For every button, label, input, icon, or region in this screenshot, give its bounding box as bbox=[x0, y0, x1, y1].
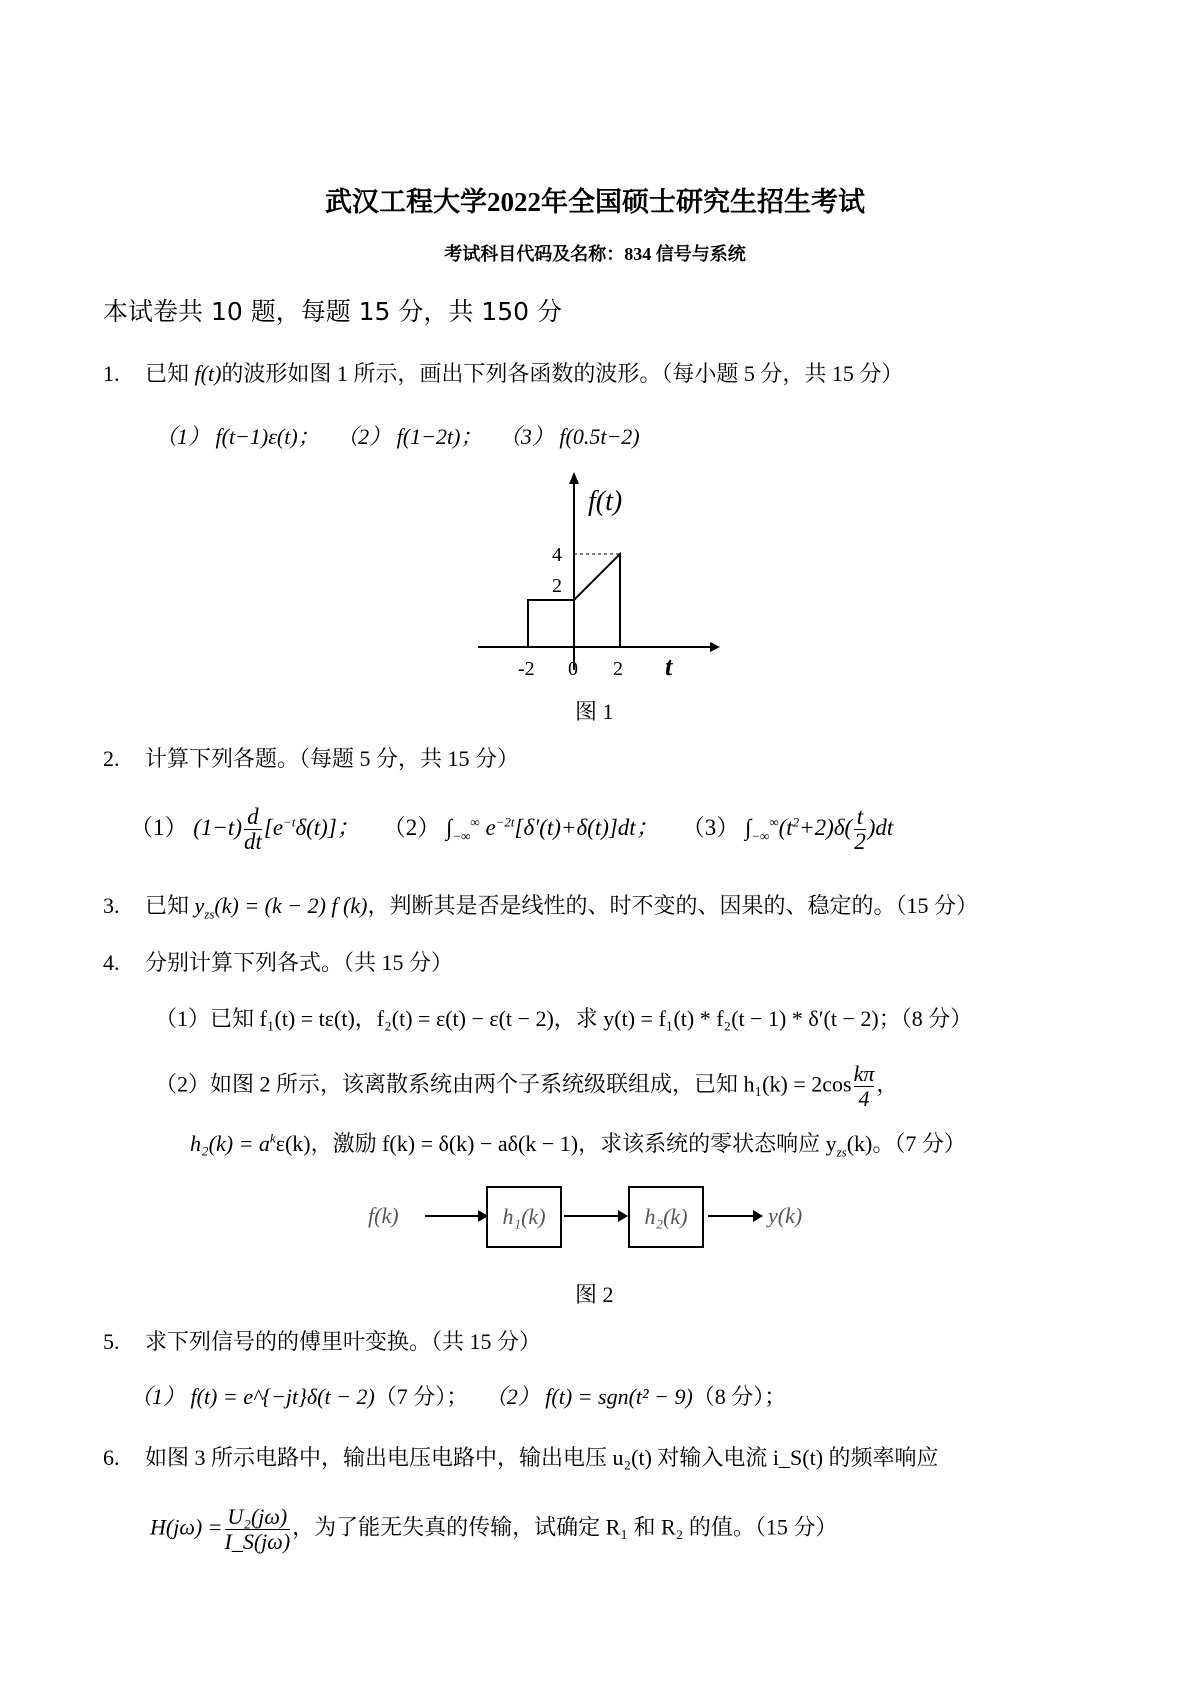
question-1: 1. 已知 f(t)的波形如图 1 所示，画出下列各函数的波形。（每小题 5 分，共 15 分） bbox=[103, 361, 904, 386]
question-4-part-2: （2）如图 2 所示，该离散系统由两个子系统级联组成，已知 h₁(k) = 2cos $\frac{k\pi}{4}$ ， bbox=[155, 1061, 899, 1111]
question-1-items: （1） f(t−1)ε(t)； （2） f(1−2t)； （3） f(0.5t−2) bbox=[155, 424, 640, 449]
question-2: 2. 计算下列各题。（每题 5 分，共 15 分） bbox=[103, 746, 520, 771]
fig2-arrows bbox=[420, 1200, 790, 1240]
fig1-xtick: -2 bbox=[518, 658, 535, 680]
question-2-items: （1） (1−t) $\frac{d}{dt}$ $[e^{-t}\delta(t)]$； （2） $\int_{-\infty}^\infty$ $e^{-2t}[\delta'(t)+\delta(t)]dt$； （3） $\int_{-\infty}^\infty(t^2+2)\delta$( $\frac{t}{2}$ )dt bbox=[130, 804, 894, 854]
fig1-ytick: 4 bbox=[552, 544, 562, 566]
fig2-block-h1: h₁(k) bbox=[486, 1186, 562, 1248]
question-6-formula: H(jω) = $\frac{\text{U₂(jω)}}{I\_S(j\omega)}$ ，为了能无失真的传输，试确定 R₁ 和 R₂ 的值。（15 分） bbox=[150, 1504, 838, 1554]
question-6: 6. 如图 3 所示电路中，输出电压电路中，输出电压 u₂(t) 对输入电流 i_S(t) 的频率响应 bbox=[103, 1445, 939, 1470]
question-4: 4. 分别计算下列各式。（共 15 分） bbox=[103, 950, 454, 975]
exam-subtitle: 考试科目代码及名称：834 信号与系统 bbox=[444, 244, 746, 264]
fig1-ytick: 2 bbox=[552, 575, 562, 597]
fig2-output: y(k) bbox=[768, 1203, 803, 1228]
question-5-items: （1） f(t) = e^{−jt}δ(t − 2)（7 分）； （2） f(t) = sgn(t² − 9)（8 分）； bbox=[130, 1384, 787, 1409]
fig2-block-h2: h₂(k) bbox=[628, 1186, 704, 1248]
fig2-input: f(k) bbox=[368, 1203, 399, 1228]
figure-1-caption: 图 1 bbox=[575, 699, 614, 724]
fig1-xtick: 2 bbox=[613, 658, 623, 680]
fig1-xtick: 0 bbox=[568, 658, 578, 680]
figure-1-waveform bbox=[470, 470, 730, 690]
question-5: 5. 求下列信号的的傅里叶变换。（共 15 分） bbox=[103, 1329, 542, 1354]
fig1-ylabel: f(t) bbox=[588, 486, 623, 517]
exam-title: 武汉工程大学2022年全国硕士研究生招生考试 bbox=[325, 187, 865, 217]
fig1-xlabel: t bbox=[665, 652, 673, 681]
question-3: 3. 已知 $y_{zs}(k) = (k - 2)$ f (k)，判断其是否是线性的、时不变的、因果的、稳定的。（15 分） bbox=[103, 893, 978, 922]
question-4-part-1: （1）已知 f₁(t) = tε(t)，f₂(t) = ε(t) − ε(t − 2)，求 y(t) = f₁(t) * f₂(t − 1) * δ′(t − 2)；（8 分） bbox=[155, 1006, 973, 1031]
question-4-part-2-cont: $h_2(k) = a^k\varepsilon(k)$，激励 f(k) = δ(k) − aδ(k − 1)，求该系统的零状态响应 $y_{zs}(k)$。（7 分） bbox=[190, 1130, 966, 1160]
exam-header: 本试卷共 10 题，每题 15 分，共 150 分 bbox=[103, 297, 563, 326]
figure-2-caption: 图 2 bbox=[575, 1282, 614, 1307]
